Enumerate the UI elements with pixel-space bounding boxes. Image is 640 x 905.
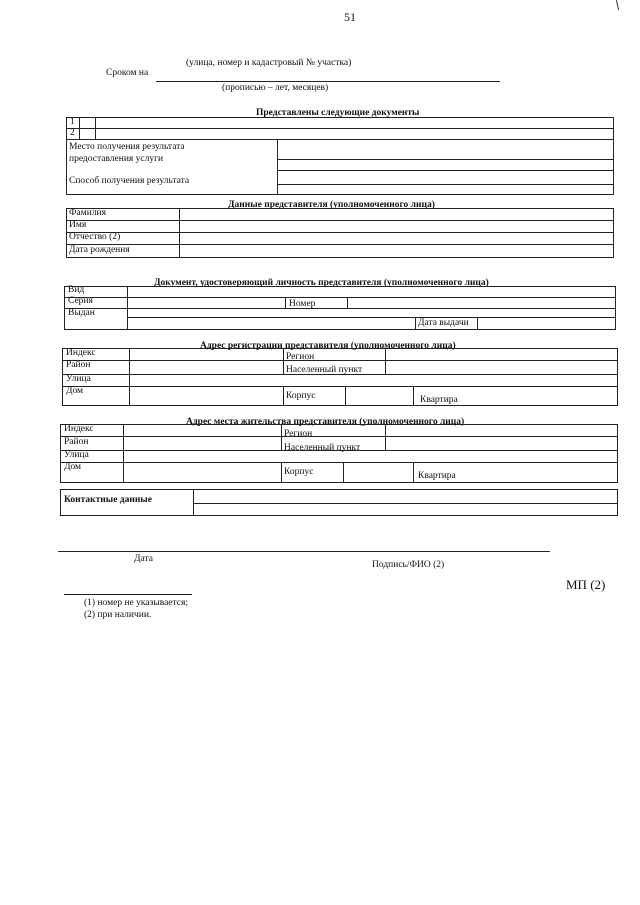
contacts-label: Контактные данные bbox=[64, 495, 152, 505]
term-caption: (прописью – лет, месяцев) bbox=[222, 83, 329, 93]
scan-edge-mark bbox=[616, 0, 619, 10]
res-apartment-label: Квартира bbox=[418, 471, 456, 481]
signature-sign-label: Подпись/ФИО (2) bbox=[372, 560, 445, 570]
seal-label: МП (2) bbox=[566, 577, 606, 592]
res-region-label: Регион bbox=[284, 429, 313, 439]
reg-district-label: Район bbox=[66, 360, 91, 370]
representative-title: Данные представителя (уполномоченного лица) bbox=[228, 200, 435, 210]
term-line[interactable] bbox=[156, 81, 500, 82]
document-row-2: 2 bbox=[70, 128, 75, 138]
field-name: Имя bbox=[69, 220, 87, 230]
receipt-method-label: Способ получения результата bbox=[69, 176, 190, 186]
field-patronymic: Отчество (2) bbox=[69, 232, 121, 242]
footnote-2: (2) при наличии. bbox=[84, 610, 152, 620]
reg-street-label: Улица bbox=[66, 374, 91, 384]
reg-building-label: Корпус bbox=[286, 391, 316, 401]
reg-region-label: Регион bbox=[286, 352, 315, 362]
res-locality-label: Населенный пункт bbox=[284, 443, 361, 453]
res-address-title: Адрес места жительства представителя (уполномоченного лица) bbox=[186, 417, 465, 427]
document-row-1: 1 bbox=[70, 117, 75, 127]
footnote-1: (1) номер не указывается; bbox=[84, 598, 188, 608]
res-index-label: Индекс bbox=[64, 424, 94, 434]
documents-title: Представлены следующие документы bbox=[256, 108, 420, 118]
reg-index-label: Индекс bbox=[66, 348, 96, 358]
reg-house-label: Дом bbox=[66, 386, 84, 396]
footnote-separator bbox=[64, 594, 192, 595]
id-issue-date-label: Дата выдачи bbox=[418, 318, 469, 328]
res-district-label: Район bbox=[64, 437, 89, 447]
page-number: 51 bbox=[344, 10, 356, 24]
id-kind-label: Вид bbox=[68, 285, 85, 295]
id-issued-label: Выдан bbox=[68, 308, 95, 318]
id-series-label: Серия bbox=[68, 296, 93, 306]
receipt-place-label-2: предоставления услуги bbox=[69, 154, 164, 164]
res-street-label: Улица bbox=[64, 450, 89, 460]
reg-locality-label: Населенный пункт bbox=[286, 365, 363, 375]
receipt-place-label: Место получения результата bbox=[69, 142, 185, 152]
signature-date-label: Дата bbox=[134, 554, 153, 564]
address-caption: (улица, номер и кадастровый № участка) bbox=[186, 58, 352, 68]
reg-address-table bbox=[62, 348, 618, 406]
field-birthdate: Дата рождения bbox=[69, 245, 130, 255]
res-building-label: Корпус bbox=[284, 467, 314, 477]
reg-apartment-label: Квартира bbox=[420, 395, 458, 405]
id-document-table bbox=[64, 286, 616, 330]
id-document-title: Документ, удостоверяющий личность представителя (уполномоченного лица) bbox=[154, 278, 489, 288]
res-house-label: Дом bbox=[64, 462, 82, 472]
field-surname: Фамилия bbox=[69, 208, 107, 218]
signature-line[interactable] bbox=[58, 551, 550, 552]
representative-table bbox=[66, 208, 614, 258]
reg-address-title: Адрес регистрации представителя (уполномоченного лица) bbox=[200, 341, 456, 351]
id-number-label: Номер bbox=[289, 299, 316, 309]
term-label: Сроком на bbox=[106, 68, 149, 78]
